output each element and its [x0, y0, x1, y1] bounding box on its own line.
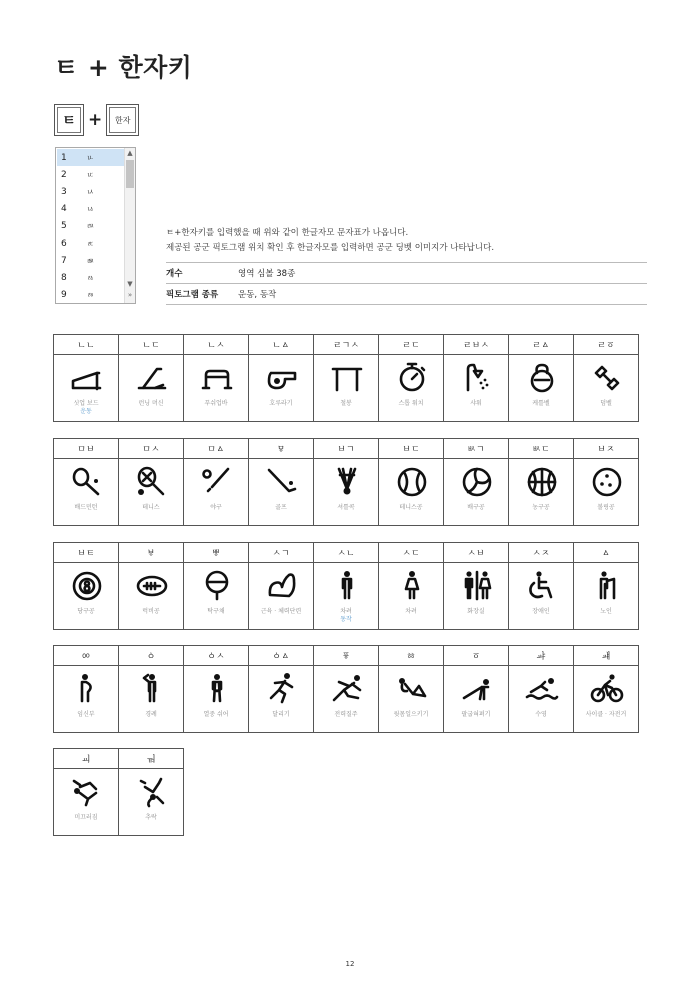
pictogram-label — [54, 504, 118, 512]
pictogram-name: 노인 — [600, 608, 612, 615]
jamo-code: ㅂㅌ — [54, 543, 119, 563]
hanja-key-label: 한자 — [109, 107, 136, 133]
description-line-2: 제공된 공군 픽토그램 위치 확인 후 한글자모를 입력하면 공군 딩벳 이미지가 나타납니다. — [166, 243, 495, 253]
falling-icon — [135, 775, 169, 809]
golf-icon — [265, 465, 299, 499]
pictogram-cell — [184, 666, 249, 733]
pictogram-cell — [509, 355, 574, 422]
pictogram-name: 샤워 — [470, 400, 482, 407]
jamo-listbox[interactable] — [55, 147, 136, 304]
pictogram-box — [314, 355, 378, 421]
pictogram-box — [574, 459, 638, 525]
list-item-number: 4 — [61, 204, 67, 215]
jamo-code: ㆀ — [54, 646, 119, 666]
pictogram-name: 철봉 — [340, 400, 352, 407]
pictogram-label — [314, 608, 378, 624]
hanja-key — [106, 104, 139, 136]
pictogram-label — [184, 504, 248, 512]
shuttlecock-icon — [330, 465, 364, 499]
pictogram-box — [444, 563, 508, 629]
whistle-icon — [265, 361, 299, 395]
pictogram-box — [54, 459, 118, 525]
pictogram-box — [184, 563, 248, 629]
page-number: 12 — [345, 960, 355, 968]
tennis-racket-icon — [135, 465, 169, 499]
pictogram-name: 푸쉬업바 — [204, 400, 228, 407]
pictogram-cell — [119, 666, 184, 733]
jamo-code: ㅁㅂ — [54, 439, 119, 459]
pictogram-cell — [54, 355, 119, 422]
pictogram-name: 농구공 — [532, 504, 550, 511]
jamo-code: ㆄ — [314, 646, 379, 666]
pictogram-name: 볼링공 — [597, 504, 615, 511]
pictogram-box — [379, 666, 443, 732]
pictogram-box — [119, 355, 183, 421]
list-item[interactable] — [57, 166, 126, 183]
pictogram-cell — [574, 563, 639, 630]
pictogram-cell — [444, 563, 509, 630]
baseball-icon — [200, 465, 234, 499]
page-title: ㅌ + 한자키 — [54, 53, 193, 82]
pictogram-cell — [314, 459, 379, 526]
bowling-ball-icon — [590, 465, 624, 499]
list-item-number: 5 — [61, 221, 67, 232]
key-combo — [54, 102, 139, 138]
pictogram-box — [509, 666, 573, 732]
pictogram-name: 럭비공 — [142, 608, 160, 615]
pictogram-cell — [249, 355, 314, 422]
situp-board-icon — [70, 361, 104, 395]
pictogram-cell — [249, 563, 314, 630]
jamo-code: ㅅㅂ — [444, 543, 509, 563]
scroll-up-icon[interactable]: ▲ — [127, 149, 133, 157]
jamo-code: ㄹㄱㅅ — [314, 335, 379, 355]
pictogram-name: 화장실 — [467, 608, 485, 615]
jamo-code: ㄹㅂㅅ — [444, 335, 509, 355]
list-item[interactable] — [57, 287, 126, 304]
pictogram-box — [314, 459, 378, 525]
pictogram-cell — [54, 563, 119, 630]
pictogram-cell — [54, 459, 119, 526]
pictogram-cell — [184, 563, 249, 630]
pictogram-label — [184, 400, 248, 408]
pictogram-cell — [119, 355, 184, 422]
pictogram-box — [314, 563, 378, 629]
jamo-code: ㆁ — [119, 646, 184, 666]
pictogram-label — [379, 608, 443, 616]
pictogram-name: 테니스 — [142, 504, 160, 511]
pictogram-box — [379, 563, 443, 629]
info-table — [166, 262, 647, 305]
pictogram-box — [574, 563, 638, 629]
description-line-1: ㅌ+한자키를 입력했을 때 위와 같이 한글자모 문자표가 나옵니다. — [166, 228, 409, 238]
restroom-icon — [460, 569, 494, 603]
jamo-code: ㅸ — [119, 543, 184, 563]
info-row-type — [166, 283, 647, 305]
running-icon — [265, 672, 299, 706]
pictogram-label — [574, 400, 638, 408]
scroll-down-icon[interactable]: ▼ — [127, 280, 133, 288]
jamo-code: ㆁㅅ — [184, 646, 249, 666]
pictogram-label — [379, 711, 443, 719]
pictogram-label — [509, 608, 573, 616]
pictogram-cell — [509, 459, 574, 526]
pictogram-box — [249, 563, 313, 629]
pictogram-label — [249, 608, 313, 616]
pictogram-cell — [119, 769, 184, 836]
pictogram-cell — [119, 563, 184, 630]
list-item-char: ㅨ — [87, 205, 94, 214]
pictogram-label — [574, 504, 638, 512]
sprint-icon — [330, 672, 364, 706]
pictogram-box — [54, 563, 118, 629]
pictogram-label — [314, 504, 378, 512]
pictogram-name: 추락 — [145, 814, 157, 821]
pictogram-box — [119, 563, 183, 629]
jamo-code: ㅂㄷ — [379, 439, 444, 459]
info-row-count — [166, 262, 647, 283]
billiard-ball-icon — [70, 569, 104, 603]
pictogram-name: 차려 — [405, 608, 417, 615]
jamo-code: ㅅㅈ — [509, 543, 574, 563]
scroll-thumb[interactable] — [126, 160, 134, 188]
attention-woman-icon — [395, 569, 429, 603]
jamo-code: ㆊ — [119, 749, 184, 769]
shower-icon — [460, 361, 494, 395]
pictogram-label — [184, 608, 248, 616]
jamo-code: ㆈ — [574, 646, 639, 666]
pictogram-name: 근육 · 체력단련 — [260, 608, 302, 615]
pictogram-label — [509, 504, 573, 512]
list-item-number: 2 — [61, 169, 67, 180]
pictogram-label — [119, 608, 183, 616]
pictogram-box — [119, 459, 183, 525]
pictogram-cell — [379, 563, 444, 630]
pictogram-label — [509, 400, 573, 408]
jamo-code: ㅱ — [249, 439, 314, 459]
list-item-number: 3 — [61, 186, 67, 197]
pictogram-cell — [119, 459, 184, 526]
code-row — [54, 749, 184, 769]
pictogram-name: 임신부 — [77, 711, 95, 718]
listbox-scrollbar[interactable] — [124, 148, 135, 303]
icon-row — [54, 666, 639, 733]
pictogram-box — [184, 355, 248, 421]
pictogram-cell — [314, 563, 379, 630]
pictogram-box — [574, 666, 638, 732]
pictogram-name: 윗몸일으키기 — [393, 711, 429, 718]
pictogram-cell — [509, 666, 574, 733]
pictogram-category: 운동 — [80, 408, 92, 415]
pictogram-label — [249, 400, 313, 408]
list-item-char: ㅥ — [87, 153, 94, 162]
pictogram-box — [314, 666, 378, 732]
jamo-code: ㅁㅿ — [184, 439, 249, 459]
pictogram-label — [379, 400, 443, 408]
pictogram-name: 호루라기 — [269, 400, 293, 407]
jamo-code: ㅂㅈ — [574, 439, 639, 459]
list-item-char: ㅧ — [87, 187, 94, 196]
list-item-number: 8 — [61, 272, 67, 283]
pictogram-cell — [574, 459, 639, 526]
list-item-number: 6 — [61, 238, 67, 249]
pictogram-label — [444, 711, 508, 719]
pingpong-paddle-icon — [200, 569, 234, 603]
pictogram-cell — [379, 355, 444, 422]
jamo-code: ㆁㅿ — [249, 646, 314, 666]
pictogram-name: 팔굽혀펴기 — [461, 711, 491, 718]
pictogram-name: 테니스공 — [399, 504, 423, 511]
pictogram-label — [509, 711, 573, 719]
volleyball-icon — [460, 465, 494, 499]
pictogram-box — [54, 769, 118, 835]
plus-sign: + — [88, 110, 103, 130]
pictogram-label — [119, 504, 183, 512]
list-item[interactable] — [57, 183, 126, 200]
pictogram-box — [444, 355, 508, 421]
pictogram-name: 장애인 — [532, 608, 550, 615]
pictogram-label — [314, 400, 378, 408]
t-key — [54, 104, 84, 136]
badminton-icon — [70, 465, 104, 499]
pictogram-name: 미끄러짐 — [74, 814, 98, 821]
pictogram-box — [379, 355, 443, 421]
pictogram-label — [119, 711, 183, 719]
list-item-char: ㅫ — [87, 256, 94, 265]
pictogram-label — [574, 711, 638, 719]
icon-row — [54, 355, 639, 422]
jamo-code: ㄹㆆ — [574, 335, 639, 355]
jamo-code: ㆇ — [509, 646, 574, 666]
pictogram-box — [509, 563, 573, 629]
list-item[interactable] — [57, 235, 126, 252]
pictogram-label — [444, 504, 508, 512]
pictogram-name: 덤벨 — [600, 400, 612, 407]
jamo-code: ㅄㄷ — [509, 439, 574, 459]
rugby-ball-icon — [135, 569, 169, 603]
treadmill-icon — [135, 361, 169, 395]
pictogram-box — [444, 459, 508, 525]
swimming-icon — [525, 672, 559, 706]
pictogram-name: 경례 — [145, 711, 157, 718]
pictogram-cell — [379, 459, 444, 526]
pregnant-icon — [70, 672, 104, 706]
icon-row — [54, 563, 639, 630]
situp-icon — [395, 672, 429, 706]
pictogram-name: 열중 쉬어 — [203, 711, 229, 718]
pushup-icon — [460, 672, 494, 706]
pictogram-label — [379, 504, 443, 512]
info-key: 픽토그램 종류 — [166, 290, 219, 300]
pictogram-cell — [314, 666, 379, 733]
pictogram-box — [379, 459, 443, 525]
pictogram-box — [54, 355, 118, 421]
jamo-code: ㄴㅿ — [249, 335, 314, 355]
pictogram-table-5 — [53, 748, 184, 836]
list-item-char: ㅩ — [87, 222, 94, 231]
jamo-code: ㅂㄱ — [314, 439, 379, 459]
pictogram-label — [119, 814, 183, 822]
pictogram-cell — [444, 459, 509, 526]
pictogram-name: 전력질주 — [334, 711, 358, 718]
info-value: 운동, 동작 — [238, 290, 277, 300]
pictogram-box — [574, 355, 638, 421]
pictogram-name: 런닝 머신 — [138, 400, 164, 407]
pictogram-box — [249, 459, 313, 525]
list-item[interactable] — [57, 149, 126, 166]
pictogram-box — [184, 459, 248, 525]
jamo-code: ㆅ — [379, 646, 444, 666]
list-item[interactable] — [57, 201, 126, 218]
pictogram-name: 차려 — [340, 608, 352, 615]
pictogram-category: 동작 — [340, 616, 352, 623]
pictogram-label — [249, 711, 313, 719]
jamo-code: ㄴㄷ — [119, 335, 184, 355]
pictogram-cell — [314, 355, 379, 422]
icon-row — [54, 459, 639, 526]
jamo-code: ㅁㅅ — [119, 439, 184, 459]
jamo-code: ㅹ — [184, 543, 249, 563]
pictogram-box — [184, 666, 248, 732]
pictogram-name: 셔틀콕 — [337, 504, 355, 511]
pictogram-name: 당구공 — [77, 608, 95, 615]
pictogram-name: 싯업 보드 — [73, 400, 99, 407]
code-row — [54, 439, 639, 459]
pictogram-name: 케틀벨 — [532, 400, 550, 407]
muscle-icon — [265, 569, 299, 603]
pictogram-box — [54, 666, 118, 732]
code-row — [54, 543, 639, 563]
stopwatch-icon — [395, 361, 429, 395]
pictogram-label — [54, 400, 118, 416]
pullup-bar-icon — [330, 361, 364, 395]
t-key-label: ㅌ — [57, 107, 81, 133]
pictogram-name: 야구 — [210, 504, 222, 511]
list-item-char: ㅪ — [87, 239, 94, 248]
info-key: 개수 — [166, 269, 183, 279]
jamo-code: ㅿ — [574, 543, 639, 563]
pictogram-label — [314, 711, 378, 719]
pictogram-box — [509, 459, 573, 525]
pictogram-box — [119, 666, 183, 732]
pictogram-cell — [574, 355, 639, 422]
pictogram-cell — [379, 666, 444, 733]
attention-man-icon — [330, 569, 364, 603]
pictogram-cell — [54, 769, 119, 836]
pictogram-cell — [184, 355, 249, 422]
cycling-icon — [590, 672, 624, 706]
pictogram-cell — [54, 666, 119, 733]
jamo-code: ㅅㄷ — [379, 543, 444, 563]
list-item-number: 9 — [61, 290, 67, 301]
pictogram-label — [54, 608, 118, 616]
list-item-char: ㅭ — [87, 291, 94, 300]
pushup-bar-icon — [200, 361, 234, 395]
pictogram-name: 달리기 — [272, 711, 290, 718]
jamo-code: ㄹㄷ — [379, 335, 444, 355]
list-item-number: 1 — [61, 152, 67, 163]
elderly-icon — [590, 569, 624, 603]
pictogram-box — [249, 355, 313, 421]
pictogram-cell — [444, 666, 509, 733]
pictogram-name: 배구공 — [467, 504, 485, 511]
pictogram-label — [184, 711, 248, 719]
pictogram-box — [444, 666, 508, 732]
pictogram-box — [119, 769, 183, 835]
jamo-code: ㆆ — [444, 646, 509, 666]
kettlebell-icon — [525, 361, 559, 395]
list-item-number: 7 — [61, 255, 67, 266]
pictogram-label — [444, 608, 508, 616]
list-item[interactable] — [57, 218, 126, 235]
pictogram-name: 사이클 · 자전거 — [585, 711, 627, 718]
pictogram-name: 스톱 워치 — [398, 400, 424, 407]
parade-rest-icon — [200, 672, 234, 706]
pictogram-name: 골프 — [275, 504, 287, 511]
pictogram-table-2 — [53, 438, 639, 526]
jamo-code: ㄹㅿ — [509, 335, 574, 355]
list-item[interactable] — [57, 269, 126, 286]
tennis-ball-icon — [395, 465, 429, 499]
pictogram-table-3 — [53, 542, 639, 630]
pictogram-table-1 — [53, 334, 639, 422]
dumbbell-icon — [590, 361, 624, 395]
jamo-code: ㅅㄱ — [249, 543, 314, 563]
code-row — [54, 335, 639, 355]
pictogram-table-4 — [53, 645, 639, 733]
pictogram-box — [509, 355, 573, 421]
code-row — [54, 646, 639, 666]
list-item[interactable] — [57, 252, 126, 269]
pictogram-cell — [574, 666, 639, 733]
pictogram-cell — [249, 459, 314, 526]
jamo-code: ㅄㄱ — [444, 439, 509, 459]
list-item-char: ㅬ — [87, 273, 94, 282]
pictogram-name: 수영 — [535, 711, 547, 718]
jamo-code: ㅅㄴ — [314, 543, 379, 563]
basketball-icon — [525, 465, 559, 499]
wheelchair-icon — [525, 569, 559, 603]
pictogram-label — [249, 504, 313, 512]
pictogram-label — [574, 608, 638, 616]
pictogram-label — [444, 400, 508, 408]
slipping-icon — [70, 775, 104, 809]
jamo-code: ㄴㄴ — [54, 335, 119, 355]
pictogram-cell — [184, 459, 249, 526]
pictogram-box — [249, 666, 313, 732]
salute-icon — [135, 672, 169, 706]
pictogram-label — [54, 711, 118, 719]
pictogram-label — [54, 814, 118, 822]
pictogram-cell — [509, 563, 574, 630]
pictogram-cell — [249, 666, 314, 733]
pictogram-label — [119, 400, 183, 408]
expand-icon[interactable]: » — [127, 291, 133, 299]
jamo-code: ㄴㅅ — [184, 335, 249, 355]
pictogram-name: 탁구채 — [207, 608, 225, 615]
info-value: 영역 심볼 38종 — [238, 269, 296, 279]
pictogram-name: 배드민턴 — [74, 504, 98, 511]
jamo-code: ㆉ — [54, 749, 119, 769]
pictogram-cell — [444, 355, 509, 422]
icon-row — [54, 769, 184, 836]
list-item-char: ㅦ — [87, 170, 94, 179]
